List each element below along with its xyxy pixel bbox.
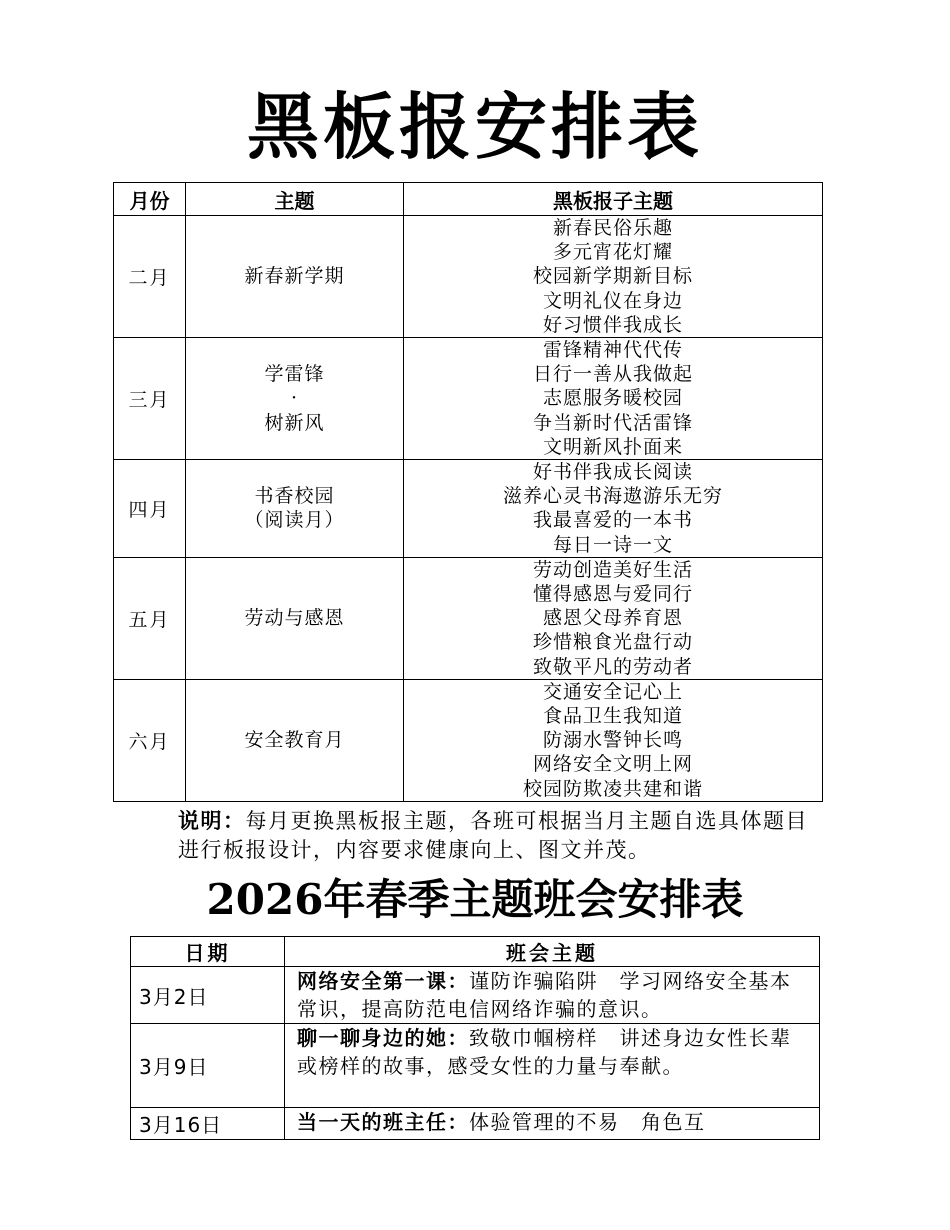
- note-label: 说明：: [178, 808, 246, 833]
- subtopic: 交通安全记心上: [542, 680, 683, 703]
- topic-desc: 谨防诈骗陷阱 学习网络安全基本常识，提高防范电信网络诈骗的意识。: [297, 969, 792, 1021]
- topic-title: 聊一聊身边的她：: [297, 1026, 469, 1050]
- table-row: [114, 338, 823, 460]
- class-meeting-title: 2026年春季主题班会安排表: [206, 875, 744, 924]
- subtopic: 滋养心灵书海遨游乐无穷: [502, 485, 723, 508]
- month-cell: 四月: [114, 460, 186, 558]
- table-row: [114, 460, 823, 558]
- table-row: [131, 967, 820, 1024]
- subtopics-cell: [404, 338, 823, 460]
- theme-cell: [186, 679, 404, 801]
- date-cell: 3月16日: [131, 1108, 285, 1140]
- subtopic: 感恩父母养育恩: [542, 607, 683, 630]
- table-row: [131, 1024, 820, 1108]
- date-cell: 3月9日: [131, 1024, 285, 1108]
- theme-line: 新春新学期: [244, 265, 345, 288]
- subtopic: 懂得感恩与爱同行: [532, 583, 693, 606]
- theme-line: 劳动与感恩: [244, 607, 345, 630]
- theme-line: ·: [290, 387, 299, 410]
- theme-line: 安全教育月: [244, 729, 345, 752]
- subtopic: 好习惯伴我成长: [542, 313, 683, 336]
- theme-cell: [186, 460, 404, 558]
- header-theme: 主题: [186, 183, 404, 216]
- subtopic: 每日一诗一文: [552, 533, 673, 556]
- theme-cell: [186, 216, 404, 338]
- table-row: [114, 557, 823, 679]
- subtopic: 文明新风扑面来: [542, 435, 683, 458]
- table-row: [131, 1108, 820, 1140]
- header-subtopics: 黑板报子主题: [404, 183, 823, 216]
- subtopic: 校园新学期新目标: [532, 265, 693, 288]
- header-topic: 班会主题: [285, 937, 820, 967]
- theme-line: 学雷锋: [264, 363, 325, 386]
- subtopic: 日行一善从我做起: [532, 363, 693, 386]
- topic-desc: 致敬巾帼榜样 讲述身边女性长辈或榜样的故事，感受女性的力量与奉献。: [297, 1026, 792, 1078]
- topic-title: 网络安全第一课：: [297, 969, 469, 993]
- subtopic: 志愿服务暖校园: [542, 387, 683, 410]
- class-meeting-table: [130, 936, 820, 1140]
- month-cell: 六月: [114, 679, 186, 801]
- theme-line: （阅读月）: [244, 509, 345, 532]
- table-row: [114, 216, 823, 338]
- subtopic: 文明礼仪在身边: [542, 289, 683, 312]
- subtopic: 劳动创造美好生活: [532, 558, 693, 581]
- subtopics-cell: [404, 460, 823, 558]
- month-cell: 二月: [114, 216, 186, 338]
- header-month: 月份: [114, 183, 186, 216]
- subtopic: 致敬平凡的劳动者: [532, 655, 693, 678]
- table-header-row: [131, 937, 820, 967]
- subtopic: 雷锋精神代代传: [542, 339, 683, 362]
- month-cell: 五月: [114, 557, 186, 679]
- subtopic: 好书伴我成长阅读: [532, 461, 693, 484]
- subtopic: 食品卫生我知道: [542, 705, 683, 728]
- subtopic: 网络安全文明上网: [532, 753, 693, 776]
- subtopic: 多元宵花灯耀: [552, 241, 673, 264]
- subtopics-cell: [404, 557, 823, 679]
- subtopic: 防溺水警钟长鸣: [542, 729, 683, 752]
- subtopics-cell: [404, 216, 823, 338]
- topic-cell: [285, 1024, 820, 1108]
- note-paragraph: [128, 806, 828, 865]
- subtopic: 珍惜粮食光盘行动: [532, 631, 693, 654]
- topic-title: 当一天的班主任：: [297, 1110, 469, 1134]
- topic-cell: [285, 1108, 820, 1140]
- topic-cell: [285, 967, 820, 1024]
- theme-cell: [186, 557, 404, 679]
- subtopic: 争当新时代活雷锋: [532, 411, 693, 434]
- subtopic: 我最喜爱的一本书: [532, 509, 693, 532]
- date-cell: 3月2日: [131, 967, 285, 1024]
- subtopics-cell: [404, 679, 823, 801]
- table-row: [114, 679, 823, 801]
- theme-cell: [186, 338, 404, 460]
- subtopic: 新春民俗乐趣: [552, 217, 673, 239]
- page-title: 黑板报安排表: [246, 84, 703, 169]
- subtopic: 校园防欺凌共建和谐: [522, 777, 703, 800]
- theme-line: 树新风: [264, 411, 325, 434]
- note-text: 每月更换黑板报主题，各班可根据当月主题自选具体题目进行板报设计，内容要求健康向上、图文并茂。: [178, 809, 808, 862]
- month-cell: 三月: [114, 338, 186, 460]
- table-header-row: [114, 183, 823, 216]
- blackboard-schedule-table: [113, 182, 823, 802]
- theme-line: 书香校园: [254, 485, 335, 508]
- topic-desc: 体验管理的不易 角色互: [469, 1110, 706, 1134]
- header-date: 日期: [131, 937, 285, 967]
